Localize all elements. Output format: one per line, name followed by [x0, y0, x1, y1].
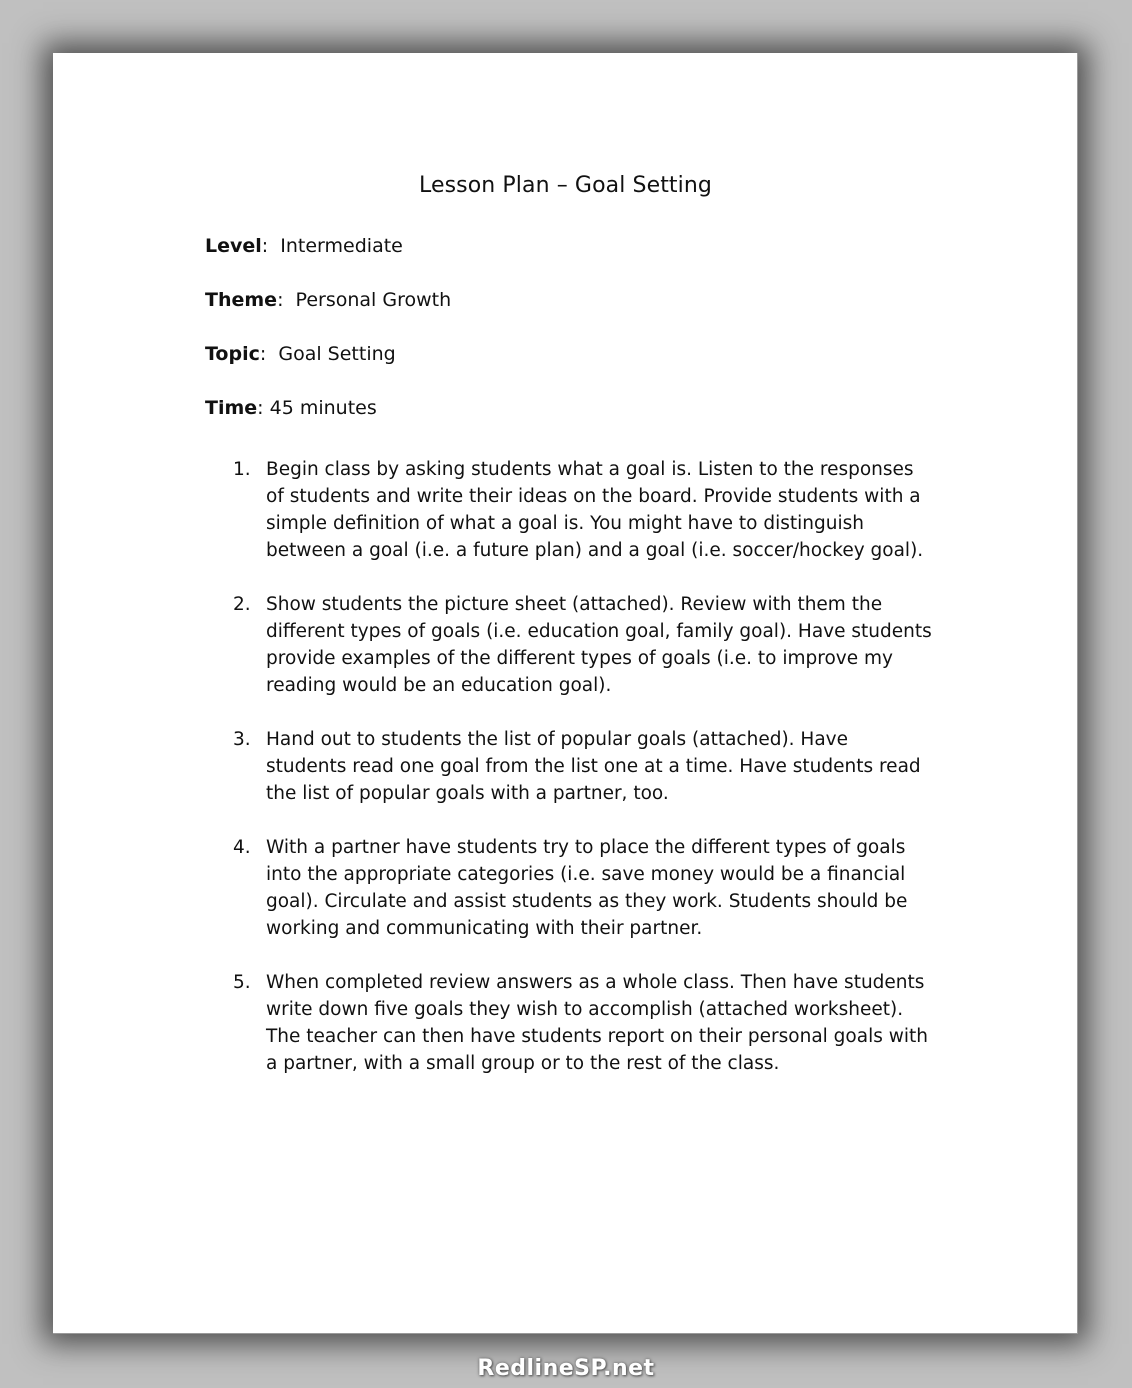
- watermark: RedlineSP.net: [477, 1356, 655, 1381]
- meta-level-label: Level: [205, 235, 262, 257]
- step-number: 3.: [233, 729, 251, 750]
- step-number: 4.: [233, 837, 251, 858]
- meta-level: Level: Intermediate: [205, 235, 403, 257]
- step-item: [233, 456, 933, 564]
- step-text: Begin class by asking students what a goal is. Listen to the responses of students and write their ideas on the board. Provide students with a simple definition of what a goal is. You might have to distinguish between a goal (i.e. a future plan) and a goal (i.e. soccer/hockey goal).: [266, 459, 924, 561]
- step-text: Hand out to students the list of popular goals (attached). Have students read one goal from the list one at a time. Have students read the list of popular goals with a partner, too.: [266, 729, 921, 804]
- meta-time: Time: 45 minutes: [205, 397, 377, 419]
- step-item: [233, 969, 933, 1077]
- step-text: Show students the picture sheet (attached). Review with them the different types of goals (i.e. education goal, family goal). Have students provide examples of the different types of goals (i.e. to improve my reading would be an education goal).: [266, 594, 932, 696]
- step-number: 1.: [233, 459, 251, 480]
- step-item: [233, 834, 933, 942]
- step-text: With a partner have students try to place the different types of goals into the appropriate categories (i.e. save money would be a financial goal). Circulate and assist students as they work. Students should be working and communicating with their partner.: [266, 837, 908, 939]
- meta-level-value: Intermediate: [280, 235, 403, 257]
- meta-time-value: 45 minutes: [269, 397, 377, 419]
- step-number: 2.: [233, 594, 251, 615]
- step-number: 5.: [233, 972, 251, 993]
- meta-theme-label: Theme: [205, 289, 278, 311]
- document-title: Lesson Plan – Goal Setting: [419, 173, 712, 198]
- step-text: When completed review answers as a whole class. Then have students write down five goals they wish to accomplish (attached worksheet). The teacher can then have students report on their personal goals with a partner, with a small group or to the rest of the class.: [266, 972, 928, 1074]
- document-page: [53, 53, 1078, 1334]
- meta-theme-value: Personal Growth: [295, 289, 452, 311]
- meta-topic: Topic: Goal Setting: [205, 343, 396, 365]
- steps-list: [233, 456, 933, 1104]
- meta-time-label: Time: [205, 397, 258, 419]
- step-item: [233, 591, 933, 699]
- meta-topic-value: Goal Setting: [278, 343, 396, 365]
- step-item: [233, 726, 933, 807]
- meta-topic-label: Topic: [205, 343, 260, 365]
- meta-theme: Theme: Personal Growth: [205, 289, 452, 311]
